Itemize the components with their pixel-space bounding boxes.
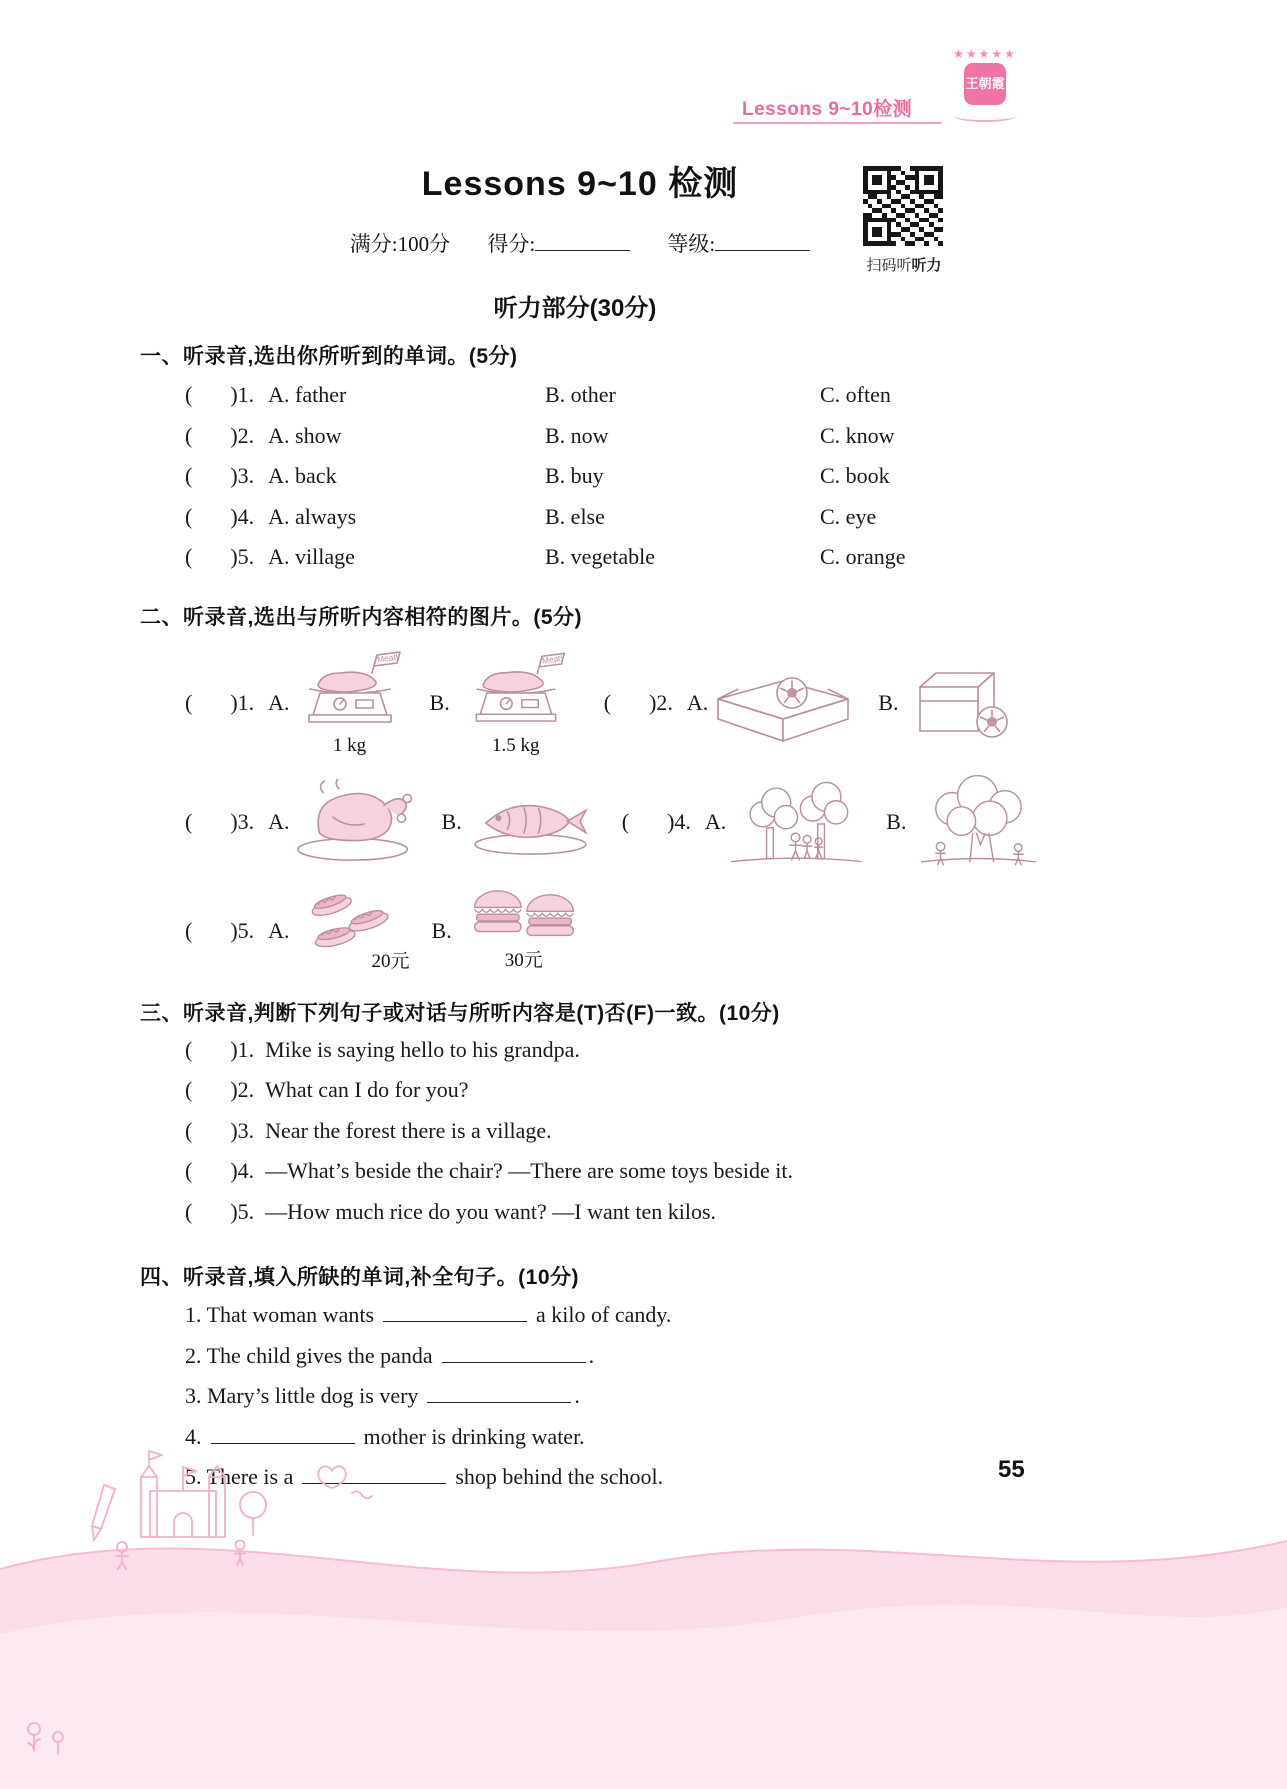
paren-open: ( bbox=[603, 689, 612, 715]
price-caption: 20元 bbox=[371, 950, 410, 972]
qr-caption: 扫码听听力 bbox=[866, 257, 942, 274]
question-number: 5. bbox=[237, 917, 255, 943]
statement-text: Mike is saying hello to his grandpa. bbox=[265, 1036, 580, 1062]
score-blank bbox=[535, 229, 630, 251]
weight-caption: 1.5 kg bbox=[491, 734, 540, 756]
qr-block bbox=[856, 166, 952, 275]
paren-open: ( bbox=[185, 1158, 193, 1183]
paren-close: ) bbox=[230, 544, 238, 569]
paren-open: ( bbox=[185, 1198, 193, 1224]
paren-close: ) bbox=[230, 1077, 238, 1102]
question-number: 2. bbox=[237, 1077, 255, 1102]
statement-text: Near the forest there is a village. bbox=[265, 1117, 552, 1143]
page-number: 55 bbox=[998, 1456, 1025, 1483]
paren-open: ( bbox=[621, 808, 630, 834]
statement-row bbox=[185, 1118, 1152, 1159]
section-2-heading: 二、听录音,选出与所听内容相符的图片。(5分) bbox=[140, 605, 582, 629]
paren-close: ) bbox=[230, 503, 238, 529]
option-c: C. orange bbox=[820, 544, 906, 569]
choice-row bbox=[185, 382, 1152, 423]
scale-1kg-image bbox=[290, 649, 410, 757]
paren-open: ( bbox=[185, 689, 193, 715]
roast-chicken-image bbox=[290, 779, 422, 865]
statement-text: —How much rice do you want? —I want ten kilos. bbox=[265, 1198, 717, 1224]
option-a-label: A. bbox=[268, 917, 290, 943]
paren-close: ) bbox=[230, 808, 238, 834]
page-title: Lessons 9~10 检测 bbox=[421, 165, 739, 203]
paren-close: ) bbox=[649, 689, 657, 715]
box-closed-football-image bbox=[906, 661, 1016, 745]
score-line bbox=[0, 228, 1160, 258]
big-tree-people-image bbox=[914, 773, 1042, 871]
sentence-prefix: 3. Mary’s little dog is very bbox=[185, 1383, 419, 1408]
question-number: 3. bbox=[237, 1117, 255, 1143]
option-a: A. father bbox=[268, 382, 347, 407]
picture-question-row bbox=[185, 649, 1152, 757]
fill-blank-row bbox=[185, 1380, 1152, 1421]
choice-row bbox=[185, 504, 1152, 545]
option-a-label: A. bbox=[268, 808, 290, 834]
answer-blank bbox=[383, 1299, 527, 1322]
hotdogs-image bbox=[290, 889, 412, 973]
option-b: B. else bbox=[545, 503, 605, 529]
grade-field bbox=[667, 232, 810, 256]
trees-people-image bbox=[726, 773, 866, 871]
paren-close: ) bbox=[230, 1117, 238, 1143]
option-b: B. buy bbox=[545, 463, 604, 488]
statement-row bbox=[185, 1199, 1152, 1240]
question-number: 4. bbox=[237, 503, 255, 529]
option-b-label: B. bbox=[441, 808, 462, 834]
paren-open: ( bbox=[185, 544, 193, 569]
sentence-prefix: 2. The child gives the panda bbox=[185, 1342, 433, 1368]
question-number: 5. bbox=[237, 1198, 255, 1224]
scale-1point5kg-image bbox=[458, 649, 574, 757]
sentence-suffix: . bbox=[574, 1383, 580, 1408]
grade-label: 等级: bbox=[667, 232, 716, 256]
section-1 bbox=[140, 342, 1152, 585]
hamburgers-image bbox=[460, 890, 588, 972]
section-2 bbox=[140, 603, 1152, 973]
statement-row bbox=[185, 1077, 1152, 1118]
statement-row bbox=[185, 1158, 1152, 1199]
section-3 bbox=[140, 999, 1152, 1240]
section-1-heading: 一、听录音,选出你所听到的单词。(5分) bbox=[140, 345, 518, 368]
sentence-suffix: shop behind the school. bbox=[455, 1464, 664, 1489]
picture-question-row bbox=[185, 773, 1152, 871]
question-number: 1. bbox=[237, 382, 255, 407]
paren-close: ) bbox=[230, 689, 238, 715]
paren-open: ( bbox=[185, 1036, 193, 1062]
option-a-label: A. bbox=[268, 689, 290, 715]
question-number: 5. bbox=[237, 544, 255, 569]
choice-row bbox=[185, 463, 1152, 504]
sentence-prefix: 5. There is a bbox=[185, 1464, 294, 1489]
statement-text: —What’s beside the chair? —There are some toys beside it. bbox=[265, 1158, 793, 1183]
stars-icon: ★★★★★ bbox=[953, 47, 1017, 61]
option-b-label: B. bbox=[429, 689, 450, 715]
meat-tag-label: Meat! bbox=[375, 651, 399, 664]
paren-open: ( bbox=[185, 1077, 193, 1102]
paren-open: ( bbox=[185, 1117, 193, 1143]
option-c: C. know bbox=[820, 422, 895, 448]
option-b: B. vegetable bbox=[545, 544, 655, 569]
section-4-heading: 四、听录音,填入所缺的单词,补全句子。(10分) bbox=[140, 1266, 580, 1289]
paren-close: ) bbox=[230, 382, 238, 407]
meat-tag-label: Meat! bbox=[541, 653, 563, 665]
fill-blank-row bbox=[185, 1340, 1152, 1381]
paper-content bbox=[140, 342, 1152, 1502]
full-score-label: 满分:100分 bbox=[349, 232, 451, 256]
score-field bbox=[487, 232, 630, 256]
sentence-prefix: 4. bbox=[185, 1423, 202, 1449]
header-lesson-badge: Lessons 9~10检测 bbox=[742, 99, 913, 120]
grade-blank bbox=[715, 229, 810, 251]
weight-caption: 1 kg bbox=[332, 734, 367, 756]
paren-close: ) bbox=[230, 422, 238, 448]
option-a: A. village bbox=[268, 544, 355, 569]
option-a: A. always bbox=[268, 503, 357, 529]
paren-close: ) bbox=[230, 1158, 238, 1183]
brand-swirl-decoration bbox=[954, 110, 1016, 122]
paren-open: ( bbox=[185, 917, 193, 943]
fill-blank-row bbox=[185, 1299, 1152, 1340]
question-number: 3. bbox=[237, 463, 255, 488]
option-b-label: B. bbox=[431, 917, 452, 943]
option-b-label: B. bbox=[878, 689, 899, 715]
choice-row bbox=[185, 423, 1152, 464]
statement-text: What can I do for you? bbox=[265, 1077, 469, 1102]
option-b: B. other bbox=[545, 382, 616, 407]
question-number: 3. bbox=[237, 808, 255, 834]
qr-code bbox=[863, 166, 943, 246]
fish-dish-image bbox=[470, 788, 592, 856]
sentence-prefix: 1. That woman wants bbox=[185, 1302, 375, 1327]
section-3-heading: 三、听录音,判断下列句子或对话与所听内容是(T)否(F)一致。(10分) bbox=[140, 1001, 780, 1025]
option-a-label: A. bbox=[686, 689, 709, 715]
question-number: 1. bbox=[237, 1036, 255, 1062]
option-a: A. back bbox=[268, 463, 337, 488]
paren-close: ) bbox=[667, 808, 675, 834]
question-number: 2. bbox=[237, 422, 255, 448]
box-open-football-image bbox=[708, 661, 858, 745]
option-c: C. often bbox=[820, 382, 891, 407]
price-caption: 30元 bbox=[504, 949, 543, 971]
paren-open: ( bbox=[185, 463, 193, 488]
option-a-label: A. bbox=[704, 808, 727, 834]
brand-logo bbox=[940, 48, 1030, 122]
sentence-suffix: . bbox=[588, 1342, 595, 1368]
paren-open: ( bbox=[185, 503, 193, 529]
paren-open: ( bbox=[185, 382, 193, 407]
question-number: 1. bbox=[237, 689, 255, 715]
option-b-label: B. bbox=[886, 808, 907, 834]
paren-close: ) bbox=[230, 1198, 238, 1224]
sentence-suffix: a kilo of candy. bbox=[536, 1302, 672, 1327]
paren-close: ) bbox=[230, 463, 238, 488]
answer-blank bbox=[442, 1340, 586, 1363]
score-label: 得分: bbox=[487, 232, 536, 256]
listening-part-title: 听力部分(30分) bbox=[493, 295, 657, 322]
option-c: C. book bbox=[820, 463, 890, 488]
option-b: B. now bbox=[545, 422, 609, 448]
paren-open: ( bbox=[185, 422, 193, 448]
question-number: 4. bbox=[237, 1158, 255, 1183]
option-c: C. eye bbox=[820, 503, 877, 529]
answer-blank bbox=[427, 1380, 571, 1403]
brand-seal: 王朝霞 bbox=[964, 63, 1006, 105]
option-a: A. show bbox=[268, 422, 342, 448]
statement-row bbox=[185, 1037, 1152, 1078]
paren-close: ) bbox=[230, 1036, 238, 1062]
header-divider bbox=[733, 122, 941, 124]
picture-question-row bbox=[185, 889, 1152, 973]
choice-row bbox=[185, 544, 1152, 585]
question-number: 4. bbox=[674, 808, 691, 834]
sentence-suffix: mother is drinking water. bbox=[363, 1423, 585, 1449]
paren-close: ) bbox=[230, 917, 238, 943]
paren-open: ( bbox=[185, 808, 193, 834]
footer-decoration bbox=[0, 1429, 1287, 1789]
question-number: 2. bbox=[656, 689, 673, 715]
